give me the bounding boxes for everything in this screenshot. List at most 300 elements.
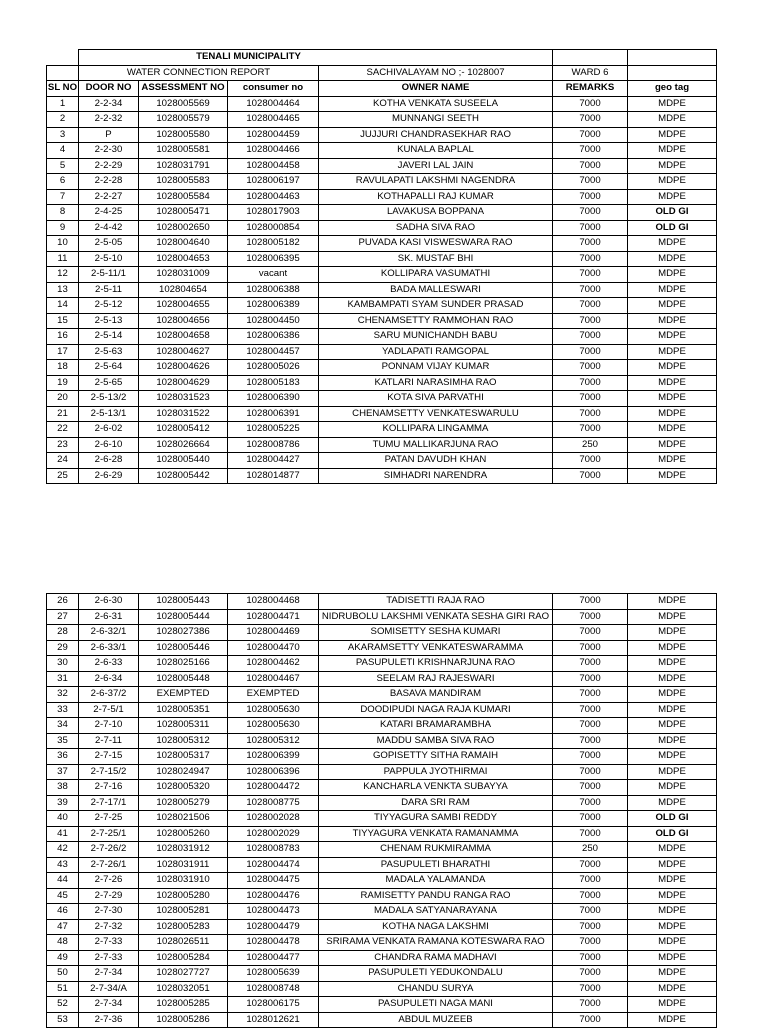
cell-geo-tag: MDPE xyxy=(628,96,717,112)
cell-owner-name: SOMISETTY SESHA KUMARI xyxy=(319,625,553,641)
cell-remarks: 7000 xyxy=(553,919,628,935)
cell-door-no: 2-7-15/2 xyxy=(79,764,139,780)
cell-door-no: 2-6-31 xyxy=(79,609,139,625)
cell-consumer-no: 1028004463 xyxy=(228,189,319,205)
cell-assessment-no: 1028004626 xyxy=(139,360,228,376)
cell-sl-no: 41 xyxy=(47,826,79,842)
cell-geo-tag: MDPE xyxy=(628,733,717,749)
cell-geo-tag: MDPE xyxy=(628,422,717,438)
cell-consumer-no: 1028004474 xyxy=(228,857,319,873)
cell-sl-no: 53 xyxy=(47,1012,79,1028)
cell-sl-no: 19 xyxy=(47,375,79,391)
cell-door-no: 2-2-34 xyxy=(79,96,139,112)
cell-sl-no: 7 xyxy=(47,189,79,205)
cell-consumer-no: 1028006391 xyxy=(228,406,319,422)
table-row xyxy=(47,919,717,935)
cell-assessment-no: 1028031522 xyxy=(139,406,228,422)
cell-remarks: 7000 xyxy=(553,625,628,641)
cell-door-no: 2-5-13/2 xyxy=(79,391,139,407)
col-owner-name: OWNER NAME xyxy=(319,81,553,97)
cell-owner-name: CHENAM RUKMIRAMMA xyxy=(319,842,553,858)
cell-assessment-no: 1028004629 xyxy=(139,375,228,391)
cell-door-no: 2-7-34/A xyxy=(79,981,139,997)
cell-door-no: 2-6-02 xyxy=(79,422,139,438)
cell-consumer-no: 1028005183 xyxy=(228,375,319,391)
col-assessment-no: ASSESSMENT NO xyxy=(139,81,228,97)
municipality-title: TENALI MUNICIPALITY xyxy=(139,50,319,66)
cell-sl-no: 8 xyxy=(47,205,79,221)
cell-door-no: 2-6-37/2 xyxy=(79,687,139,703)
cell-assessment-no: 1028005312 xyxy=(139,733,228,749)
cell-sl-no: 39 xyxy=(47,795,79,811)
cell-consumer-no: 1028004479 xyxy=(228,919,319,935)
table-row xyxy=(47,236,717,252)
cell-assessment-no: 1028005320 xyxy=(139,780,228,796)
cell-remarks: 7000 xyxy=(553,935,628,951)
cell-remarks: 7000 xyxy=(553,158,628,174)
table-row xyxy=(47,205,717,221)
table-row xyxy=(47,671,717,687)
cell-remarks: 7000 xyxy=(553,702,628,718)
cell-assessment-no: 1028002650 xyxy=(139,220,228,236)
cell-remarks: 7000 xyxy=(553,391,628,407)
cell-assessment-no: 1028031910 xyxy=(139,873,228,889)
cell-remarks: 7000 xyxy=(553,189,628,205)
cell-consumer-no: 1028005630 xyxy=(228,718,319,734)
cell-geo-tag: MDPE xyxy=(628,904,717,920)
cell-sl-no: 52 xyxy=(47,997,79,1013)
cell-sl-no: 10 xyxy=(47,236,79,252)
cell-assessment-no: 1028005283 xyxy=(139,919,228,935)
cell-geo-tag: MDPE xyxy=(628,609,717,625)
cell-geo-tag: MDPE xyxy=(628,687,717,703)
cell-assessment-no: 1028031911 xyxy=(139,857,228,873)
cell-consumer-no: 1028004464 xyxy=(228,96,319,112)
cell-door-no: 2-7-5/1 xyxy=(79,702,139,718)
table-row xyxy=(47,468,717,484)
cell-geo-tag: MDPE xyxy=(628,702,717,718)
cell-door-no: 2-6-28 xyxy=(79,453,139,469)
cell-remarks: 7000 xyxy=(553,997,628,1013)
cell-consumer-no: 1028004470 xyxy=(228,640,319,656)
cell-consumer-no: 1028008786 xyxy=(228,437,319,453)
table-row xyxy=(47,174,717,190)
cell-door-no: 2-6-29 xyxy=(79,468,139,484)
table-row xyxy=(47,220,717,236)
cell-owner-name: MADDU SAMBA SIVA RAO xyxy=(319,733,553,749)
cell-consumer-no: 1028004471 xyxy=(228,609,319,625)
cell-owner-name: TIYYAGURA VENKATA RAMANAMMA xyxy=(319,826,553,842)
cell-geo-tag: MDPE xyxy=(628,112,717,128)
cell-door-no: 2-6-30 xyxy=(79,594,139,610)
cell-remarks: 7000 xyxy=(553,127,628,143)
cell-assessment-no: 1028031523 xyxy=(139,391,228,407)
cell-owner-name: PASUPULETI KRISHNARJUNA RAO xyxy=(319,656,553,672)
table-row xyxy=(47,935,717,951)
cell-door-no: 2-6-32/1 xyxy=(79,625,139,641)
water-connection-table-page2 xyxy=(46,593,717,1028)
cell-geo-tag: MDPE xyxy=(628,313,717,329)
table-row xyxy=(47,950,717,966)
cell-sl-no: 14 xyxy=(47,298,79,314)
cell-sl-no: 26 xyxy=(47,594,79,610)
cell-remarks: 7000 xyxy=(553,1012,628,1028)
cell-geo-tag: MDPE xyxy=(628,640,717,656)
table-row xyxy=(47,687,717,703)
cell-owner-name: CHANDRA RAMA MADHAVI xyxy=(319,950,553,966)
cell-owner-name: TIYYAGURA SAMBI REDDY xyxy=(319,811,553,827)
cell-owner-name: RAMISETTY PANDU RANGA RAO xyxy=(319,888,553,904)
cell-geo-tag: MDPE xyxy=(628,189,717,205)
cell-assessment-no: 1028005281 xyxy=(139,904,228,920)
cell-sl-no: 50 xyxy=(47,966,79,982)
cell-consumer-no: 1028005225 xyxy=(228,422,319,438)
cell-remarks: 7000 xyxy=(553,764,628,780)
table-row xyxy=(47,406,717,422)
cell-consumer-no: 1028006390 xyxy=(228,391,319,407)
cell-consumer-no: 1028014877 xyxy=(228,468,319,484)
cell-sl-no: 30 xyxy=(47,656,79,672)
cell-owner-name: NIDRUBOLU LAKSHMI VENKATA SESHA GIRI RAO xyxy=(319,609,553,625)
cell-assessment-no: 1028031009 xyxy=(139,267,228,283)
cell-consumer-no: 1028006386 xyxy=(228,329,319,345)
cell-remarks: 250 xyxy=(553,842,628,858)
cell-consumer-no: 1028002028 xyxy=(228,811,319,827)
cell-sl-no: 33 xyxy=(47,702,79,718)
table-row xyxy=(47,904,717,920)
cell-remarks: 7000 xyxy=(553,298,628,314)
cell-sl-no: 45 xyxy=(47,888,79,904)
cell-consumer-no: 1028006389 xyxy=(228,298,319,314)
cell-geo-tag: MDPE xyxy=(628,267,717,283)
cell-owner-name: SADHA SIVA RAO xyxy=(319,220,553,236)
cell-remarks: 7000 xyxy=(553,594,628,610)
cell-sl-no: 24 xyxy=(47,453,79,469)
cell-remarks: 7000 xyxy=(553,904,628,920)
cell-consumer-no: 1028004462 xyxy=(228,656,319,672)
cell-owner-name: PONNAM VIJAY KUMAR xyxy=(319,360,553,376)
table-row xyxy=(47,189,717,205)
cell-geo-tag: MDPE xyxy=(628,127,717,143)
cell-remarks: 7000 xyxy=(553,873,628,889)
cell-sl-no: 38 xyxy=(47,780,79,796)
cell-geo-tag: MDPE xyxy=(628,997,717,1013)
cell-remarks: 7000 xyxy=(553,205,628,221)
cell-sl-no: 42 xyxy=(47,842,79,858)
cell-sl-no: 1 xyxy=(47,96,79,112)
cell-consumer-no: 1028005630 xyxy=(228,702,319,718)
cell-consumer-no: 1028004475 xyxy=(228,873,319,889)
cell-door-no: 2-5-14 xyxy=(79,329,139,345)
table-row xyxy=(47,997,717,1013)
cell-owner-name: PAPPULA JYOTHIRMAI xyxy=(319,764,553,780)
cell-door-no: 2-7-10 xyxy=(79,718,139,734)
cell-remarks: 7000 xyxy=(553,718,628,734)
cell-owner-name: LAVAKUSA BOPPANA xyxy=(319,205,553,221)
cell-remarks: 7000 xyxy=(553,468,628,484)
cell-sl-no: 29 xyxy=(47,640,79,656)
cell-door-no: 2-7-16 xyxy=(79,780,139,796)
cell-remarks: 7000 xyxy=(553,329,628,345)
cell-assessment-no: 1028005579 xyxy=(139,112,228,128)
cell-geo-tag: MDPE xyxy=(628,174,717,190)
table-row xyxy=(47,764,717,780)
cell-remarks: 7000 xyxy=(553,749,628,765)
table-row xyxy=(47,966,717,982)
cell-geo-tag: MDPE xyxy=(628,857,717,873)
cell-assessment-no: 1028027727 xyxy=(139,966,228,982)
cell-geo-tag: MDPE xyxy=(628,981,717,997)
cell-owner-name: SEELAM RAJ RAJESWARI xyxy=(319,671,553,687)
cell-geo-tag: MDPE xyxy=(628,360,717,376)
cell-geo-tag: OLD GI xyxy=(628,811,717,827)
cell-door-no: 2-7-36 xyxy=(79,1012,139,1028)
cell-consumer-no: 1028004477 xyxy=(228,950,319,966)
cell-door-no: 2-7-25/1 xyxy=(79,826,139,842)
cell-sl-no: 6 xyxy=(47,174,79,190)
cell-consumer-no: 1028004476 xyxy=(228,888,319,904)
cell-owner-name: MADALA YALAMANDA xyxy=(319,873,553,889)
cell-assessment-no: 1028027386 xyxy=(139,625,228,641)
cell-owner-name: MADALA SATYANARAYANA xyxy=(319,904,553,920)
cell-owner-name: KOTHAPALLI RAJ KUMAR xyxy=(319,189,553,205)
cell-geo-tag: MDPE xyxy=(628,594,717,610)
cell-owner-name: CHENAMSETTY VENKATESWARULU xyxy=(319,406,553,422)
cell-door-no: 2-2-29 xyxy=(79,158,139,174)
table-row xyxy=(47,267,717,283)
cell-consumer-no: 1028006388 xyxy=(228,282,319,298)
cell-consumer-no: 1028006395 xyxy=(228,251,319,267)
col-remarks: REMARKS xyxy=(553,81,628,97)
cell-owner-name: JAVERI LAL JAIN xyxy=(319,158,553,174)
cell-geo-tag: MDPE xyxy=(628,718,717,734)
table-row xyxy=(47,127,717,143)
cell-owner-name: GOPISETTY SITHA RAMAIH xyxy=(319,749,553,765)
cell-consumer-no: 1028008748 xyxy=(228,981,319,997)
cell-assessment-no: 1028005584 xyxy=(139,189,228,205)
cell-consumer-no: 1028004466 xyxy=(228,143,319,159)
cell-owner-name: SRIRAMA VENKATA RAMANA KOTESWARA RAO xyxy=(319,935,553,951)
cell-remarks: 7000 xyxy=(553,267,628,283)
cell-sl-no: 22 xyxy=(47,422,79,438)
cell-sl-no: 5 xyxy=(47,158,79,174)
cell-geo-tag: MDPE xyxy=(628,282,717,298)
cell-remarks: 7000 xyxy=(553,220,628,236)
cell-geo-tag: MDPE xyxy=(628,795,717,811)
cell-door-no: 2-7-30 xyxy=(79,904,139,920)
cell-consumer-no: 1028004478 xyxy=(228,935,319,951)
cell-sl-no: 17 xyxy=(47,344,79,360)
cell-sl-no: 23 xyxy=(47,437,79,453)
cell-owner-name: SARU MUNICHANDH BABU xyxy=(319,329,553,345)
cell-door-no: 2-5-13/1 xyxy=(79,406,139,422)
table-row xyxy=(47,718,717,734)
cell-sl-no: 51 xyxy=(47,981,79,997)
table-row xyxy=(47,453,717,469)
cell-sl-no: 40 xyxy=(47,811,79,827)
cell-sl-no: 47 xyxy=(47,919,79,935)
table-row xyxy=(47,873,717,889)
cell-sl-no: 35 xyxy=(47,733,79,749)
cell-remarks: 7000 xyxy=(553,888,628,904)
cell-geo-tag: MDPE xyxy=(628,1012,717,1028)
cell-sl-no: 32 xyxy=(47,687,79,703)
col-door-no: DOOR NO xyxy=(79,81,139,97)
table-row xyxy=(47,158,717,174)
cell-door-no: 2-5-65 xyxy=(79,375,139,391)
cell-remarks: 7000 xyxy=(553,966,628,982)
cell-door-no: 2-2-32 xyxy=(79,112,139,128)
sachivalayam-label: SACHIVALAYAM NO ;- 1028007 xyxy=(319,65,553,81)
cell-door-no: 2-7-15 xyxy=(79,749,139,765)
table-row xyxy=(47,842,717,858)
table-row xyxy=(47,96,717,112)
cell-remarks: 7000 xyxy=(553,282,628,298)
cell-owner-name: PASUPULETI NAGA MANI xyxy=(319,997,553,1013)
cell-geo-tag: MDPE xyxy=(628,251,717,267)
cell-assessment-no: 1028005446 xyxy=(139,640,228,656)
cell-door-no: 2-6-10 xyxy=(79,437,139,453)
col-sl-no: SL NO xyxy=(47,81,79,97)
cell-remarks: 7000 xyxy=(553,640,628,656)
cell-assessment-no: 1028005583 xyxy=(139,174,228,190)
cell-assessment-no: 1028005580 xyxy=(139,127,228,143)
cell-remarks: 7000 xyxy=(553,143,628,159)
cell-geo-tag: MDPE xyxy=(628,375,717,391)
cell-assessment-no: 1028005285 xyxy=(139,997,228,1013)
cell-consumer-no: 1028006197 xyxy=(228,174,319,190)
cell-consumer-no: 1028004457 xyxy=(228,344,319,360)
table-row xyxy=(47,857,717,873)
cell-door-no: 2-5-11 xyxy=(79,282,139,298)
cell-assessment-no: 1028004627 xyxy=(139,344,228,360)
cell-geo-tag: MDPE xyxy=(628,842,717,858)
cell-consumer-no: 1028017903 xyxy=(228,205,319,221)
table-row xyxy=(47,1012,717,1028)
cell-sl-no: 48 xyxy=(47,935,79,951)
table-row xyxy=(47,313,717,329)
cell-sl-no: 28 xyxy=(47,625,79,641)
cell-assessment-no: 1028005284 xyxy=(139,950,228,966)
cell-assessment-no: 1028004653 xyxy=(139,251,228,267)
table-row xyxy=(47,733,717,749)
cell-remarks: 7000 xyxy=(553,780,628,796)
table-row xyxy=(47,625,717,641)
cell-owner-name: KOLLIPARA LINGAMMA xyxy=(319,422,553,438)
cell-geo-tag: MDPE xyxy=(628,329,717,345)
cell-consumer-no: 1028004465 xyxy=(228,112,319,128)
cell-assessment-no: 1028004656 xyxy=(139,313,228,329)
cell-sl-no: 13 xyxy=(47,282,79,298)
cell-remarks: 7000 xyxy=(553,344,628,360)
table-row xyxy=(47,344,717,360)
cell-consumer-no: 1028008783 xyxy=(228,842,319,858)
table-row xyxy=(47,375,717,391)
table-row xyxy=(47,251,717,267)
cell-remarks: 7000 xyxy=(553,671,628,687)
cell-assessment-no: 1028005443 xyxy=(139,594,228,610)
cell-owner-name: PUVADA KASI VISWESWARA RAO xyxy=(319,236,553,252)
cell-consumer-no: 1028008775 xyxy=(228,795,319,811)
cell-door-no: 2-7-34 xyxy=(79,997,139,1013)
cell-assessment-no: 1028005280 xyxy=(139,888,228,904)
table-row xyxy=(47,329,717,345)
cell-door-no: 2-5-13 xyxy=(79,313,139,329)
cell-sl-no: 4 xyxy=(47,143,79,159)
cell-sl-no: 20 xyxy=(47,391,79,407)
cell-remarks: 7000 xyxy=(553,609,628,625)
cell-door-no: 2-7-26/1 xyxy=(79,857,139,873)
cell-consumer-no: 1028004469 xyxy=(228,625,319,641)
cell-owner-name: KOTHA NAGA LAKSHMI xyxy=(319,919,553,935)
cell-door-no: 2-6-33/1 xyxy=(79,640,139,656)
cell-door-no: 2-5-12 xyxy=(79,298,139,314)
cell-assessment-no: 1028026511 xyxy=(139,935,228,951)
cell-consumer-no: 1028006396 xyxy=(228,764,319,780)
cell-remarks: 7000 xyxy=(553,795,628,811)
cell-assessment-no: 1028005351 xyxy=(139,702,228,718)
cell-geo-tag: MDPE xyxy=(628,453,717,469)
cell-sl-no: 11 xyxy=(47,251,79,267)
table-row xyxy=(47,112,717,128)
cell-geo-tag: OLD GI xyxy=(628,826,717,842)
cell-remarks: 7000 xyxy=(553,981,628,997)
cell-assessment-no: 1028005260 xyxy=(139,826,228,842)
cell-door-no: 2-7-25 xyxy=(79,811,139,827)
cell-geo-tag: MDPE xyxy=(628,966,717,982)
table-row xyxy=(47,656,717,672)
table-row xyxy=(47,298,717,314)
cell-owner-name: RAVULAPATI LAKSHMI NAGENDRA xyxy=(319,174,553,190)
cell-sl-no: 18 xyxy=(47,360,79,376)
cell-sl-no: 12 xyxy=(47,267,79,283)
water-connection-table-page1 xyxy=(46,49,717,484)
cell-geo-tag: MDPE xyxy=(628,236,717,252)
cell-assessment-no: 1028024947 xyxy=(139,764,228,780)
cell-owner-name: KOLLIPARA VASUMATHI xyxy=(319,267,553,283)
cell-consumer-no: 1028004459 xyxy=(228,127,319,143)
cell-assessment-no: 1028005448 xyxy=(139,671,228,687)
cell-owner-name: BADA MALLESWARI xyxy=(319,282,553,298)
cell-door-no: 2-6-33 xyxy=(79,656,139,672)
cell-geo-tag: MDPE xyxy=(628,935,717,951)
cell-remarks: 7000 xyxy=(553,375,628,391)
cell-consumer-no: 1028004472 xyxy=(228,780,319,796)
cell-owner-name: PASUPULETI BHARATHI xyxy=(319,857,553,873)
cell-door-no: 2-5-10 xyxy=(79,251,139,267)
cell-assessment-no: 1028031791 xyxy=(139,158,228,174)
cell-owner-name: TADISETTI RAJA RAO xyxy=(319,594,553,610)
cell-owner-name: KATLARI NARASIMHA RAO xyxy=(319,375,553,391)
cell-assessment-no: 1028031912 xyxy=(139,842,228,858)
cell-owner-name: YADLAPATI RAMGOPAL xyxy=(319,344,553,360)
cell-remarks: 7000 xyxy=(553,811,628,827)
cell-geo-tag: MDPE xyxy=(628,143,717,159)
cell-consumer-no: 1028004468 xyxy=(228,594,319,610)
cell-door-no: 2-2-27 xyxy=(79,189,139,205)
cell-remarks: 7000 xyxy=(553,950,628,966)
cell-door-no: 2-2-28 xyxy=(79,174,139,190)
report-title: WATER CONNECTION REPORT xyxy=(79,65,319,81)
table-row xyxy=(47,981,717,997)
cell-owner-name: DARA SRI RAM xyxy=(319,795,553,811)
cell-door-no: 2-2-30 xyxy=(79,143,139,159)
cell-assessment-no: 1028026664 xyxy=(139,437,228,453)
cell-geo-tag: MDPE xyxy=(628,625,717,641)
cell-geo-tag: OLD GI xyxy=(628,220,717,236)
cell-sl-no: 3 xyxy=(47,127,79,143)
cell-geo-tag: MDPE xyxy=(628,780,717,796)
